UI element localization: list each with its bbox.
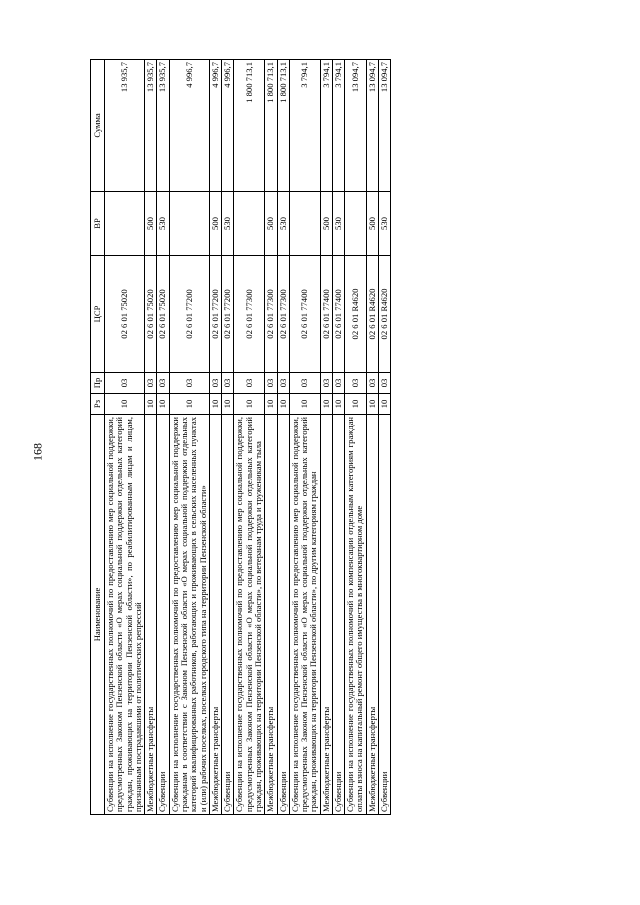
header-csr: ЦСР bbox=[91, 256, 105, 373]
cell-pr: 03 bbox=[366, 373, 378, 394]
cell-name: Межбюджетные трансферты bbox=[209, 415, 221, 815]
cell-rz: 10 bbox=[345, 394, 367, 415]
cell-sum: 1 800 713,1 bbox=[277, 60, 289, 192]
cell-name: Субвенции на исполнение государственных полномочий по предоставлению мер социальной поддержки, предусмотренных Законом Пензенской области «О мерах социальной поддержки отдельных категорий граждан, проживающих на территории Пензенской области», по другим категориям граждан bbox=[289, 415, 320, 815]
cell-vr: 530 bbox=[332, 192, 344, 256]
cell-rz: 10 bbox=[265, 394, 277, 415]
cell-name: Межбюджетные трансферты bbox=[145, 415, 157, 815]
table-row bbox=[265, 60, 277, 815]
cell-name: Межбюджетные трансферты bbox=[320, 415, 332, 815]
cell-vr: 530 bbox=[157, 192, 169, 256]
cell-vr: 500 bbox=[209, 192, 221, 256]
cell-name: Межбюджетные трансферты bbox=[265, 415, 277, 815]
cell-pr: 03 bbox=[265, 373, 277, 394]
header-name: Наименование bbox=[91, 415, 105, 815]
cell-csr: 02 6 01 75020 bbox=[145, 256, 157, 373]
cell-sum: 13 935,7 bbox=[157, 60, 169, 192]
cell-sum: 13 935,7 bbox=[105, 60, 145, 192]
table-row bbox=[145, 60, 157, 815]
cell-rz: 10 bbox=[145, 394, 157, 415]
cell-vr bbox=[234, 192, 265, 256]
cell-vr: 530 bbox=[277, 192, 289, 256]
cell-sum: 3 794,1 bbox=[332, 60, 344, 192]
table-row bbox=[234, 60, 265, 815]
cell-pr: 03 bbox=[157, 373, 169, 394]
cell-csr: 02 6 01 77300 bbox=[265, 256, 277, 373]
cell-pr: 03 bbox=[345, 373, 367, 394]
cell-csr: 02 6 01 77400 bbox=[320, 256, 332, 373]
table-row bbox=[289, 60, 320, 815]
cell-vr bbox=[345, 192, 367, 256]
header-row bbox=[91, 60, 105, 815]
cell-pr: 03 bbox=[169, 373, 209, 394]
cell-sum: 3 794,1 bbox=[289, 60, 320, 192]
cell-name: Субвенции на исполнение государственных полномочий по предоставлению мер социальной поддержки, предусмотренных Законом Пензенской области «О мерах социальной поддержки отдельных категорий граждан, проживающих на территории Пензенской области», по ветеранам труда и труженикам тыла bbox=[234, 415, 265, 815]
cell-pr: 03 bbox=[289, 373, 320, 394]
table-row bbox=[169, 60, 209, 815]
cell-pr: 03 bbox=[209, 373, 221, 394]
cell-pr: 03 bbox=[105, 373, 145, 394]
cell-pr: 03 bbox=[277, 373, 289, 394]
table-row bbox=[277, 60, 289, 815]
cell-rz: 10 bbox=[332, 394, 344, 415]
cell-rz: 10 bbox=[277, 394, 289, 415]
cell-pr: 03 bbox=[320, 373, 332, 394]
cell-pr: 03 bbox=[379, 373, 391, 394]
cell-name: Субвенции bbox=[332, 415, 344, 815]
cell-rz: 10 bbox=[379, 394, 391, 415]
table-row bbox=[379, 60, 391, 815]
cell-csr: 02 6 01 77200 bbox=[169, 256, 209, 373]
cell-pr: 03 bbox=[234, 373, 265, 394]
cell-sum: 13 094,7 bbox=[379, 60, 391, 192]
cell-vr: 500 bbox=[145, 192, 157, 256]
cell-csr: 02 6 01 77300 bbox=[277, 256, 289, 373]
header-sum: Сумма bbox=[91, 60, 105, 192]
cell-sum: 1 800 713,1 bbox=[234, 60, 265, 192]
cell-csr: 02 6 01 77400 bbox=[332, 256, 344, 373]
cell-name: Субвенции bbox=[277, 415, 289, 815]
cell-rz: 10 bbox=[209, 394, 221, 415]
cell-vr: 530 bbox=[222, 192, 234, 256]
cell-csr: 02 6 01 77200 bbox=[209, 256, 221, 373]
cell-rz: 10 bbox=[157, 394, 169, 415]
cell-vr: 500 bbox=[265, 192, 277, 256]
table-row bbox=[222, 60, 234, 815]
cell-csr: 02 6 01 75020 bbox=[105, 256, 145, 373]
cell-name: Субвенции bbox=[222, 415, 234, 815]
cell-name: Субвенции на исполнение государственных полномочий по предоставлению мер социальной поддержки гражданам в соответствии с Законом Пензенской области «О мерах социальной поддержки отдельных категорий квалифицированных работников, работающих и проживающих в сельских населенных пунктах и (или) рабочих поселках, поселках городского типа на территории Пензенской области» bbox=[169, 415, 209, 815]
cell-sum: 13 094,7 bbox=[345, 60, 367, 192]
cell-name: Межбюджетные трансферты bbox=[366, 415, 378, 815]
cell-name: Субвенции на исполнение государственных полномочий по компенсации отдельным категориям граждан оплаты взноса на капитальный ремонт общего имущества в многоквартирном доме bbox=[345, 415, 367, 815]
table-row bbox=[332, 60, 344, 815]
cell-sum: 4 996,7 bbox=[169, 60, 209, 192]
cell-vr: 500 bbox=[320, 192, 332, 256]
cell-sum: 4 996,7 bbox=[222, 60, 234, 192]
cell-name: Субвенции bbox=[157, 415, 169, 815]
cell-pr: 03 bbox=[332, 373, 344, 394]
rotated-page-content bbox=[90, 60, 560, 815]
header-rz: Рз bbox=[91, 394, 105, 415]
cell-pr: 03 bbox=[222, 373, 234, 394]
cell-rz: 10 bbox=[222, 394, 234, 415]
table-row bbox=[320, 60, 332, 815]
cell-sum: 13 935,7 bbox=[145, 60, 157, 192]
cell-rz: 10 bbox=[105, 394, 145, 415]
cell-sum: 13 094,7 bbox=[366, 60, 378, 192]
table-row bbox=[366, 60, 378, 815]
cell-name: Субвенции на исполнение государственных полномочий по предоставлению мер социальной поддержки, предусмотренных Законом Пензенской области «О мерах социальной поддержки отдельных категорий граждан, проживающих на территории Пензенской области», по реабилитированным лицам и лицам, признанным пострадавшими от политических репрессий bbox=[105, 415, 145, 815]
header-vr: ВР bbox=[91, 192, 105, 256]
cell-csr: 02 6 01 77300 bbox=[234, 256, 265, 373]
cell-csr: 02 6 01 77200 bbox=[222, 256, 234, 373]
cell-rz: 10 bbox=[289, 394, 320, 415]
cell-vr bbox=[289, 192, 320, 256]
page-number: 168 bbox=[30, 443, 45, 461]
cell-pr: 03 bbox=[145, 373, 157, 394]
cell-sum: 4 996,7 bbox=[209, 60, 221, 192]
cell-csr: 02 6 01 77400 bbox=[289, 256, 320, 373]
cell-rz: 10 bbox=[320, 394, 332, 415]
cell-vr bbox=[105, 192, 145, 256]
cell-sum: 1 800 713,1 bbox=[265, 60, 277, 192]
table-row bbox=[209, 60, 221, 815]
table-row bbox=[345, 60, 367, 815]
budget-table bbox=[90, 59, 391, 815]
cell-csr: 02 6 01 R4620 bbox=[366, 256, 378, 373]
header-pr: Пр bbox=[91, 373, 105, 394]
cell-vr bbox=[169, 192, 209, 256]
cell-name: Субвенции bbox=[379, 415, 391, 815]
cell-vr: 530 bbox=[379, 192, 391, 256]
cell-rz: 10 bbox=[234, 394, 265, 415]
cell-csr: 02 6 01 75020 bbox=[157, 256, 169, 373]
cell-rz: 10 bbox=[366, 394, 378, 415]
cell-vr: 500 bbox=[366, 192, 378, 256]
cell-sum: 3 794,1 bbox=[320, 60, 332, 192]
cell-csr: 02 6 01 R4620 bbox=[379, 256, 391, 373]
cell-rz: 10 bbox=[169, 394, 209, 415]
table-row bbox=[157, 60, 169, 815]
cell-csr: 02 6 01 R4620 bbox=[345, 256, 367, 373]
table-row bbox=[105, 60, 145, 815]
